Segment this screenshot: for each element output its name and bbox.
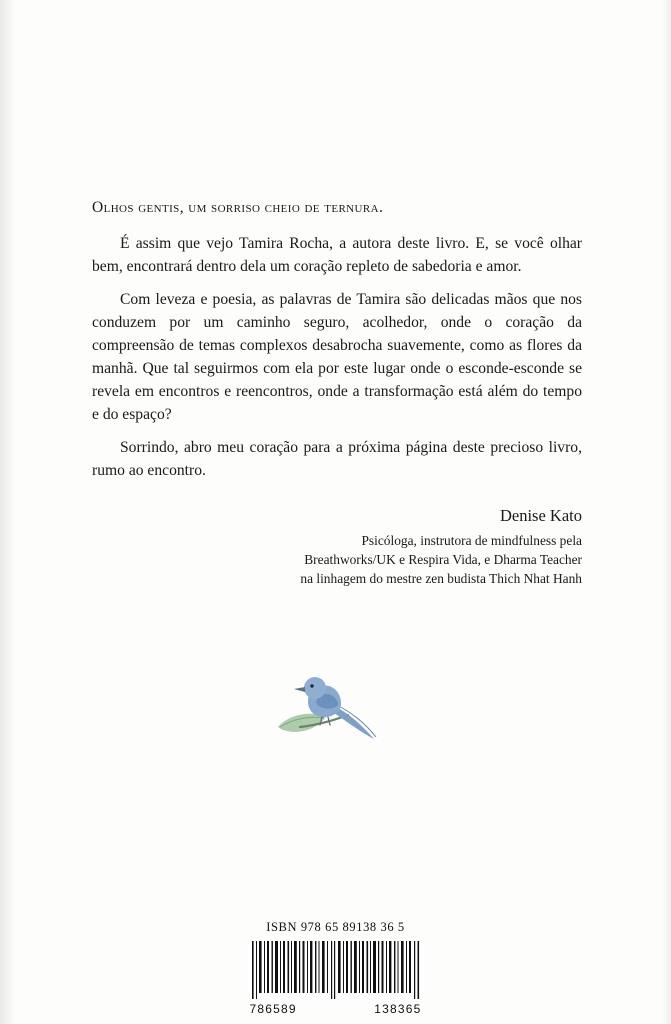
bird-on-branch-illustration (270, 655, 390, 755)
isbn-barcode-area (0, 920, 671, 1016)
paragraph-3: Sorrindo, abro meu coração para a próxima página deste precioso livro, rumo ao encontro. (92, 438, 582, 479)
paragraph-2: Com leveza e poesia, as palavras de Tamira são delicadas mãos que nos conduzem por um caminho seguro, acolhedor, onde o coração da compreensão de temas complexos desabrocha suavemente, como as flores da manhã. Que tal seguirmos com ela por este lugar onde o esconde-esconde se revela em encontros e reencontros, onde a transformação está além do tempo e do espaço? (92, 291, 582, 423)
signature-block (92, 504, 582, 587)
signature-name: Denise Kato (499, 506, 582, 526)
paragraph-1: É assim que vejo Tamira Rocha, a autora deste livro. E, se você olhar bem, encontrará dentro dela um coração repleto de sabedoria e amor. (92, 235, 582, 276)
barcode-image (248, 939, 424, 1001)
barcode-digits-left: 786589 (249, 1002, 297, 1016)
signature-role-line-2: Breathworks/UK e Respira Vida, e Dharma Teacher (304, 551, 582, 567)
signature-role-line-3: na linhagem do mestre zen budista Thich Nhat Hanh (300, 570, 582, 586)
lead-line: Olhos gentis, um sorriso cheio de ternura. (92, 199, 384, 216)
isbn-label: ISBN 978 65 89138 36 5 (266, 920, 405, 934)
back-cover-text-block (92, 196, 582, 588)
barcode-digits-right: 138365 (374, 1002, 422, 1016)
barcode-digits (248, 1002, 424, 1016)
signature-role-line-1: Psicóloga, instrutora de mindfulness pela (361, 532, 582, 548)
